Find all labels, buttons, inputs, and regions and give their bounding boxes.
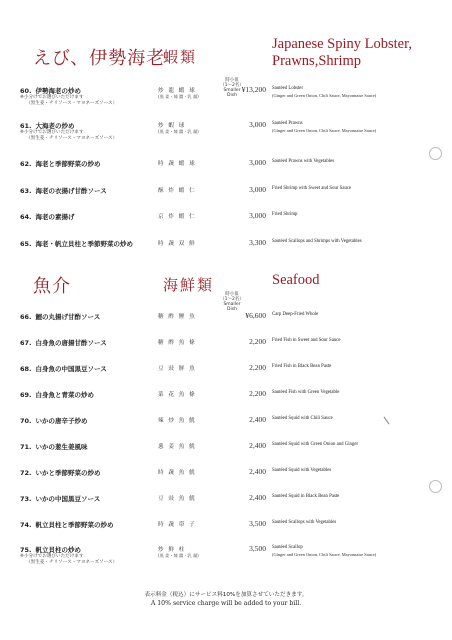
menu-item-name-en: Carp Deep-Fried Whole	[272, 312, 319, 317]
menu-item-price: 2,200	[249, 389, 266, 398]
menu-item-note-en: (Ginger and Green Onion, Chili Sauce, Mayonnaise Sauce)	[272, 552, 377, 557]
menu-item-title-jp: 帆立貝柱の炒め	[35, 546, 82, 554]
menu-item-price: ¥13,200	[241, 85, 266, 94]
section-title-cn: 蝦類	[163, 48, 198, 66]
menu-item	[0, 212, 452, 236]
menu-item-name-jp	[20, 86, 81, 95]
section-title-en-line1: Japanese Spiny Lobster,	[272, 36, 412, 52]
binder-hole-top	[429, 147, 442, 160]
menu-item-name-en: Sautéed Scallop	[272, 545, 303, 550]
menu-item	[0, 121, 452, 145]
menu-item-note-en: (Ginger and Green Onion, Chili Sauce, Mayonnaise Sauce)	[272, 128, 377, 133]
menu-item-price: 2,200	[249, 337, 266, 346]
menu-item-price: 2,400	[249, 467, 266, 476]
menu-item-number: 61.	[20, 122, 32, 130]
menu-item-price: ¥6,600	[245, 311, 266, 320]
menu-item-name-en: Fried Shrimp with Sweet and Sour Sauce	[272, 186, 352, 191]
menu-item-price: 2,400	[249, 493, 266, 502]
menu-item-name-cn: 炒 鮮 柱	[158, 547, 186, 553]
section-title-en-line2: Prawns,Shrimp	[272, 53, 362, 69]
menu-item-name-cn: 炒 蝦 球	[158, 123, 186, 129]
section-title-en: Seafood	[272, 272, 320, 288]
menu-item-name-en: Sautéed Scallops and Shrimps with Vegetables	[272, 239, 362, 244]
menu-item-price: 3,000	[249, 211, 266, 220]
menu-item-name-cn: 豆 豉 鮮 魚	[158, 366, 197, 372]
menu-item-title-jp: 海老と季節野菜の炒め	[35, 160, 101, 168]
menu-item-number: 72.	[20, 469, 32, 477]
menu-item-name-en: Sautéed Squid with Vegetables	[272, 468, 332, 473]
menu-item-name-jp	[20, 494, 100, 503]
menu-item-title-jp: 海老・帆立貝柱と季節野菜の炒め	[35, 240, 134, 248]
size-note-jp: 時小皿（1〜2名）	[220, 292, 244, 302]
menu-item-number: 66.	[20, 313, 32, 321]
menu-item-name-cn: 豆 豉 魚 魷	[158, 496, 197, 502]
menu-item-number: 75.	[20, 546, 32, 554]
menu-item-note-jp: （黒生姜・チリソース・マヨネーズソース）	[26, 136, 118, 141]
menu-item-name-en: Sautéed Squid with Green Onion and Ginger	[272, 442, 359, 447]
menu-item-name-cn: 時 蔬 帯 子	[158, 522, 197, 528]
menu-item-name-cn: 糖 酢 魚 條	[158, 340, 197, 346]
menu-item	[0, 364, 452, 388]
menu-item-name-cn: 辣 炒 魚 魷	[158, 418, 197, 424]
menu-item	[0, 468, 452, 492]
menu-item-name-jp	[20, 186, 107, 195]
size-note-2	[220, 292, 244, 312]
menu-item	[0, 545, 452, 569]
menu-item	[0, 442, 452, 466]
menu-item-price: 3,000	[249, 185, 266, 194]
menu-item-title-jp: 鯉の丸揚げ甘酢ソース	[35, 313, 101, 321]
menu-item-name-jp	[20, 442, 88, 451]
size-note-en: Smaller Dish	[223, 88, 241, 98]
menu-item-price: 3,000	[249, 120, 266, 129]
menu-item-name-en: Sautéed Lobster	[272, 86, 304, 91]
menu-item-title-jp: いかと季節野菜の炒め	[35, 469, 101, 477]
menu-item-name-jp	[20, 338, 107, 347]
menu-item-name-en: Fried Fish in Black Bean Paste	[272, 364, 332, 369]
menu-item-name-cn: 菜 花 魚 條	[158, 392, 197, 398]
menu-item	[0, 338, 452, 362]
menu-item-name-cn: 糖 酢 鯉 魚	[158, 314, 197, 320]
menu-item-name-en: Sautéed Squid with Chili Sauce	[272, 416, 333, 421]
menu-item-number: 71.	[20, 443, 32, 451]
menu-item-name-jp	[20, 390, 94, 399]
menu-item-note-jp: ※小分けでお選びいただけます	[20, 130, 84, 135]
menu-item-name-cn: 時 蔬 双 鮮	[158, 241, 197, 247]
menu-item-name-jp	[20, 159, 101, 168]
menu-item-name-jp	[20, 121, 75, 130]
menu-item-note-jp: （黒生姜・チリソース・マヨネーズソース）	[26, 560, 118, 565]
menu-item-name-cn: 酥 炸 蝦 仁	[158, 188, 197, 194]
service-charge-note-en: A 10% service charge will be added to your bill.	[150, 600, 302, 607]
menu-item-number: 73.	[20, 495, 32, 503]
menu-item-title-jp: いかの中国黒豆ソース	[35, 495, 101, 503]
menu-item-number: 67.	[20, 339, 32, 347]
menu-item-price: 2,400	[249, 441, 266, 450]
menu-item	[0, 520, 452, 544]
menu-item-title-jp: いかの葱生姜風味	[35, 443, 88, 451]
menu-item-name-jp	[20, 364, 107, 373]
menu-item-name-en: Sautéed Scallops with Vegetables	[272, 520, 337, 525]
menu-item-name-jp	[20, 239, 133, 248]
menu-item-name-en: Sautéed Squid in Black Bean Paste	[272, 494, 340, 499]
menu-item-name-cn: 時 蔬 魚 魷	[158, 470, 197, 476]
menu-item	[0, 390, 452, 414]
menu-item-price: 2,200	[249, 363, 266, 372]
service-charge-note-jp: 表示料金（税込）にサービス料10%を加算させていただきます。	[144, 592, 308, 598]
menu-item-number: 64.	[20, 213, 32, 221]
menu-item	[0, 159, 452, 183]
menu-item-note-cn: (黒 姜・辣 醬・乳 醤)	[158, 553, 199, 558]
section-title-jp: えび、伊勢海老	[33, 48, 166, 69]
menu-item-title-jp: 海老の衣揚げ甘酢ソース	[35, 187, 107, 195]
menu-item-name-cn: 葱 姜 魚 魷	[158, 444, 197, 450]
menu-item-title-jp: 海老の素揚げ	[35, 213, 75, 221]
menu-item	[0, 239, 452, 263]
section-title-cn: 海鮮類	[163, 276, 215, 294]
size-note-jp: 時小皿（1〜2名）	[220, 78, 244, 88]
menu-item-number: 68.	[20, 365, 32, 373]
menu-item-title-jp: 白身魚の中国黒豆ソース	[35, 365, 107, 373]
menu-item-note-cn: (黒 姜・辣 醬・乳 醤)	[158, 94, 199, 99]
menu-item-name-en: Sautéed Prawns with Vegetables	[272, 159, 335, 164]
menu-item-number: 69.	[20, 391, 32, 399]
menu-item-price: 3,500	[249, 544, 266, 553]
menu-item	[0, 416, 452, 440]
menu-item-price: 3,000	[249, 158, 266, 167]
menu-item-name-en: Fried Shrimp	[272, 212, 298, 217]
menu-item-name-jp	[20, 416, 88, 425]
menu-item-number: 70.	[20, 417, 32, 425]
menu-item-price: 3,500	[249, 519, 266, 528]
menu-item	[0, 186, 452, 210]
menu-item-price: 2,400	[249, 415, 266, 424]
menu-item-title-jp: いかの唐辛子炒め	[35, 417, 88, 425]
menu-item-number: 65.	[20, 240, 32, 248]
menu-item	[0, 86, 452, 110]
menu-item-name-jp	[20, 312, 100, 321]
menu-item-number: 60.	[20, 87, 32, 95]
menu-item-title-jp: 帆立貝柱と季節野菜の炒め	[35, 521, 114, 529]
section-title-jp: 魚介	[33, 276, 71, 297]
binder-hole-bottom	[429, 480, 442, 493]
menu-item-name-en: Sautéed Fish with Green Vegetable	[272, 390, 340, 395]
menu-item-note-jp: ※小分けでお選びいただけます	[20, 95, 84, 100]
menu-item-number: 63.	[20, 187, 32, 195]
menu-item-title-jp: 白身魚と青菜の炒め	[35, 391, 95, 399]
menu-item-number: 74.	[20, 521, 32, 529]
menu-item-note-jp: ※小分けでお選びいただけます	[20, 554, 84, 559]
menu-item-name-jp	[20, 520, 114, 529]
menu-item-name-en: Fried Fish in Sweet and Sour Sauce	[272, 338, 341, 343]
size-note-en: Smaller Dish	[223, 302, 241, 312]
menu-item-note-jp: （黒生姜・チリソース・マヨネーズソース）	[26, 101, 118, 106]
menu-item-number: 62.	[20, 160, 32, 168]
menu-item-title-jp: 伊勢海老の炒め	[35, 87, 82, 95]
menu-item-name-jp	[20, 212, 75, 221]
menu-item-title-jp: 白身魚の唐揚甘酢ソース	[35, 339, 107, 347]
menu-item	[0, 312, 452, 336]
menu-item-note-cn: (黒 姜・辣 醬・乳 醤)	[158, 129, 199, 134]
menu-item-name-cn: 時 蔬 蝦 球	[158, 161, 197, 167]
menu-item-name-jp	[20, 468, 101, 477]
menu-item-name-en: Sautéed Prawns	[272, 121, 303, 126]
menu-item-name-jp	[20, 545, 81, 554]
menu-item	[0, 494, 452, 518]
menu-item-title-jp: 大海老の炒め	[35, 122, 75, 130]
menu-item-name-cn: 京 炸 蝦 仁	[158, 214, 197, 220]
menu-item-note-en: (Ginger and Green Onion, Chili Sauce, Mayonnaise Sauce)	[272, 93, 377, 98]
menu-item-price: 3,300	[249, 238, 266, 247]
menu-item-name-cn: 炒 龍 蝦 球	[158, 88, 197, 94]
